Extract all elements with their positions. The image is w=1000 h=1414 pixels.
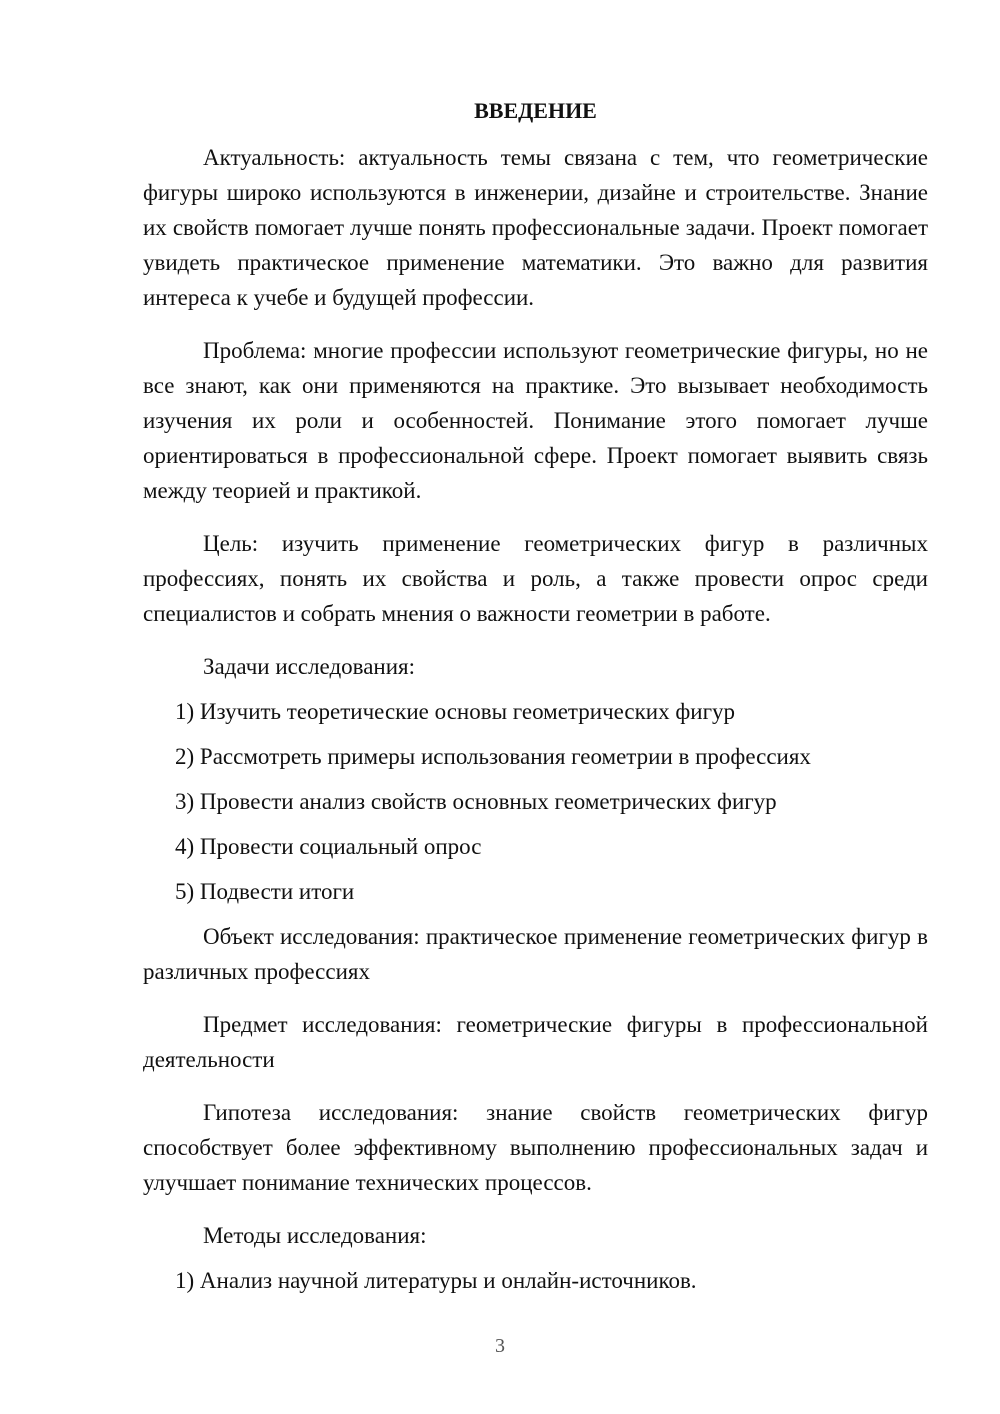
paragraph-hypothesis: Гипотеза исследования: знание свойств геометрических фигур способствует более эффективному выполнению профессиональных задач и улучшает понимание технических процессов.	[143, 1100, 928, 1195]
page-content	[143, 96, 928, 1308]
task-item-1: 1) Изучить теоретические основы геометрических фигур	[175, 699, 736, 724]
tasks-heading: Задачи исследования:	[203, 654, 416, 679]
methods-heading: Методы исследования:	[203, 1223, 427, 1248]
task-item-2: 2) Рассмотреть примеры использования геометрии в профессиях	[175, 744, 811, 769]
task-item-5: 5) Подвести итоги	[175, 879, 355, 904]
paragraph-problem: Проблема: многие профессии используют геометрические фигуры, но не все знают, как они применяются на практике. Это вызывает необходимость изучения их роли и особенностей. Понимание этого помогает лучше ориентироваться в профессиональной сфере. Проект помогает выявить связь между теорией и практикой.	[143, 338, 928, 503]
methods-list	[143, 1263, 928, 1298]
paragraph-goal: Цель: изучить применение геометрических фигур в различных профессиях, понять их свойства и роль, а также провести опрос среди специалистов и собрать мнения о важности геометрии в работе.	[143, 531, 928, 626]
paragraph-subject: Предмет исследования: геометрические фигуры в профессиональной деятельности	[143, 1012, 928, 1072]
page-title: ВВЕДЕНИЕ	[474, 98, 597, 123]
task-item-4: 4) Провести социальный опрос	[175, 834, 482, 859]
paragraph-object: Объект исследования: практическое применение геометрических фигур в различных профессиях	[143, 924, 928, 984]
method-item-1: 1) Анализ научной литературы и онлайн-источников.	[175, 1268, 697, 1293]
tasks-list	[143, 694, 928, 909]
task-item-3: 3) Провести анализ свойств основных геометрических фигур	[175, 789, 777, 814]
paragraph-relevance: Актуальность: актуальность темы связана с тем, что геометрические фигуры широко используются в инженерии, дизайне и строительстве. Знание их свойств помогает лучше понять профессиональные задачи. Проект помогает увидеть практическое применение математики. Это важно для развития интереса к учебе и будущей профессии.	[143, 145, 928, 310]
page-number: 3	[495, 1335, 505, 1357]
